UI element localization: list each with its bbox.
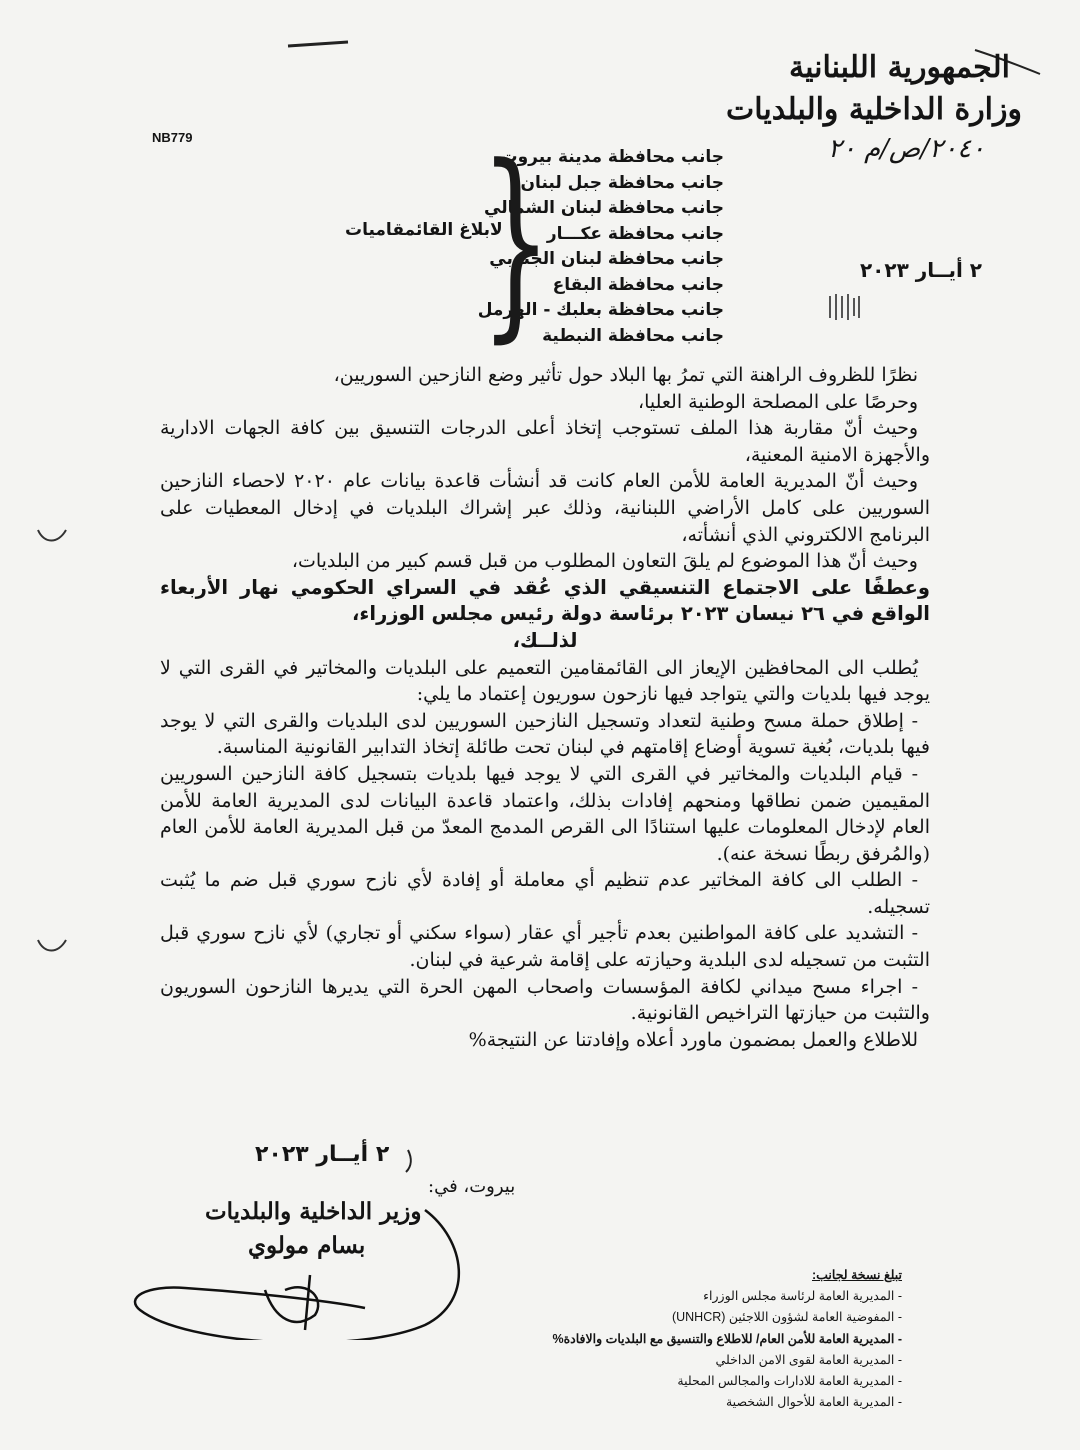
paragraph: وحيث أنّ المديرية العامة للأمن العام كانت قد أنشأت قاعدة بيانات عام ٢٠٢٠ لاحصاء النازحين السوريين على كامل الأراضي اللبنانية، وذلك عبر إشراك البلديات في إدخال المعطيات على البرنامج الالكتروني الذي أنشأته، bbox=[160, 470, 930, 546]
copies-title: تبلغ نسخة لجانب: bbox=[812, 1268, 902, 1282]
recipient: جانب محافظة بعلبك - الهرمل bbox=[477, 300, 724, 320]
recipients-brace: } bbox=[480, 123, 552, 361]
percent-annotation-stroke bbox=[406, 1150, 411, 1172]
list-item: - التشديد على كافة المواطنين بعدم تأجير أي عقار (سواء سكني أو تجاري) لأي نازح سوري قبل التثبت من تسجيله لدى البلدية وحيازته على إقامة شرعية في لبنان. bbox=[160, 922, 930, 972]
request-paragraph: يُطلب الى المحافظين الإيعاز الى القائمقامين التعميم على البلديات والمخاتير في القرى التي لا يوجد فيها بلديات والتي يتواجد فيها نازحون سوريون إعتماد ما يلي: bbox=[160, 656, 930, 706]
list-item: - إطلاق حملة مسح وطنية لتعداد وتسجيل النازحين السوريين لدى البلديات والقرى التي لا يوجد فيها بلديات، بُغية تسوية أوضاع إقامتهم في لبنان تحت طائلة إتخاذ التدابير القانونية المناسبة. bbox=[160, 709, 930, 759]
reference-number: ٢٠٤٠/ص/م ٢٠ bbox=[827, 134, 985, 164]
republic-name: الجمهورية اللبنانية bbox=[788, 50, 1010, 85]
paragraph: وحرصًا على المصلحة الوطنية العليا، bbox=[637, 390, 918, 413]
list-item: - قيام البلديات والمخاتير في القرى التي لا يوجد فيها بلديات بتسجيل كافة النازحين السوريين المقيمين ضمن نطاقها ومنحهم إفادات بذلك، واعتماد قاعدة البيانات لدى المديرية العامة للأمن العام لإدخال المعلومات عليها استنادًا الى القرص المدمج المعدّ من قبل المديرية العامة للأمن العام (والمُرفق ربطًا نسخة عنه). bbox=[160, 762, 930, 865]
copies-list bbox=[482, 1265, 902, 1413]
recipient: جانب محافظة مدينة بيروت bbox=[500, 147, 724, 167]
minister-title: وزير الداخلية والبلديات bbox=[205, 1198, 422, 1225]
paragraph: وحيث أنّ مقاربة هذا الملف تستوجب إتخاذ أعلى الدرجات التنسيق بين كافة الجهات الادارية والأجهزة الامنية المعنية، bbox=[160, 417, 930, 466]
list-item: - اجراء مسح ميداني لكافة المؤسسات واصحاب المهن الحرة التي يديرها النازحون السوريون والتثبت من حيازتها التراخيص القانونية. bbox=[160, 975, 930, 1025]
copy-recipient: - المفوضية العامة لشؤون اللاجئين (UNHCR) bbox=[671, 1310, 902, 1325]
copy-recipient: - المديرية العامة للأمن العام/ للاطلاع والتنسيق مع البلديات والافادة% bbox=[552, 1331, 902, 1346]
recipient: جانب محافظة البقاع bbox=[552, 274, 724, 295]
recipients-list bbox=[424, 145, 724, 349]
recipient: جانب محافظة لبنان الشمالي bbox=[484, 198, 724, 218]
letter-body bbox=[160, 362, 930, 1053]
recipient: جانب محافظة جبل لبنان bbox=[520, 172, 724, 193]
minister-name: بسام مولوي bbox=[248, 1232, 366, 1259]
recipient: جانب محافظة عكـــار bbox=[546, 223, 724, 244]
handwritten-date: ٢ أيــار ٢٠٢٣ bbox=[255, 1142, 390, 1167]
recipient: جانب محافظة النبطية bbox=[542, 325, 724, 346]
paragraph: نظرًا للظروف الراهنة التي تمرُ بها البلاد حول تأثير وضع النازحين السوريين، bbox=[333, 364, 918, 386]
ministry-name: وزارة الداخلية والبلديات bbox=[725, 92, 1022, 127]
emphasis-paragraph: وعطفًا على الاجتماع التنسيقي الذي عُقد في السراي الحكومي نهار الأربعاء الواقع في ٢٦ نيسان ٢٠٢٣ برئاسة دولة رئيس مجلس الوزراء، bbox=[160, 575, 930, 626]
closing-line: للاطلاع والعمل بمضمون ماورد أعلاه وإفادتنا عن النتيجة% bbox=[468, 1028, 918, 1051]
hole-punch-mark-2 bbox=[38, 940, 66, 951]
document-code: NB779 bbox=[152, 130, 193, 145]
hole-punch-mark-1 bbox=[38, 530, 66, 541]
copy-recipient: - المديرية العامة للادارات والمجالس المحلية bbox=[677, 1374, 902, 1389]
forward-to-label: لابلاغ القائمقاميات bbox=[345, 220, 503, 240]
therefore-heading: لذلــك، bbox=[512, 628, 578, 652]
document-date: ٢ أيــار ٢٠٢٣ bbox=[859, 258, 982, 282]
list-item: - الطلب الى كافة المخاتير عدم تنظيم أي معاملة أو إفادة لأي نازح سوري قبل ضم ما يُثبت تسجيله. bbox=[160, 869, 930, 918]
paragraph: وحيث أنّ هذا الموضوع لم يلقَ التعاون المطلوب من قبل قسم كبير من البلديات، bbox=[291, 550, 918, 573]
recipient: جانب محافظة لبنان الجنوبي bbox=[489, 249, 724, 269]
top-pen-stroke bbox=[288, 42, 348, 46]
copy-recipient: - المديرية العامة لرئاسة مجلس الوزراء bbox=[703, 1289, 902, 1304]
place-label: بيروت، في: bbox=[428, 1176, 516, 1197]
copy-recipient: - المديرية العامة لقوى الامن الداخلي bbox=[715, 1352, 902, 1367]
margin-stamp-mark-1 bbox=[830, 294, 859, 320]
copy-recipient: - المديرية العامة للأحوال الشخصية bbox=[725, 1395, 902, 1410]
